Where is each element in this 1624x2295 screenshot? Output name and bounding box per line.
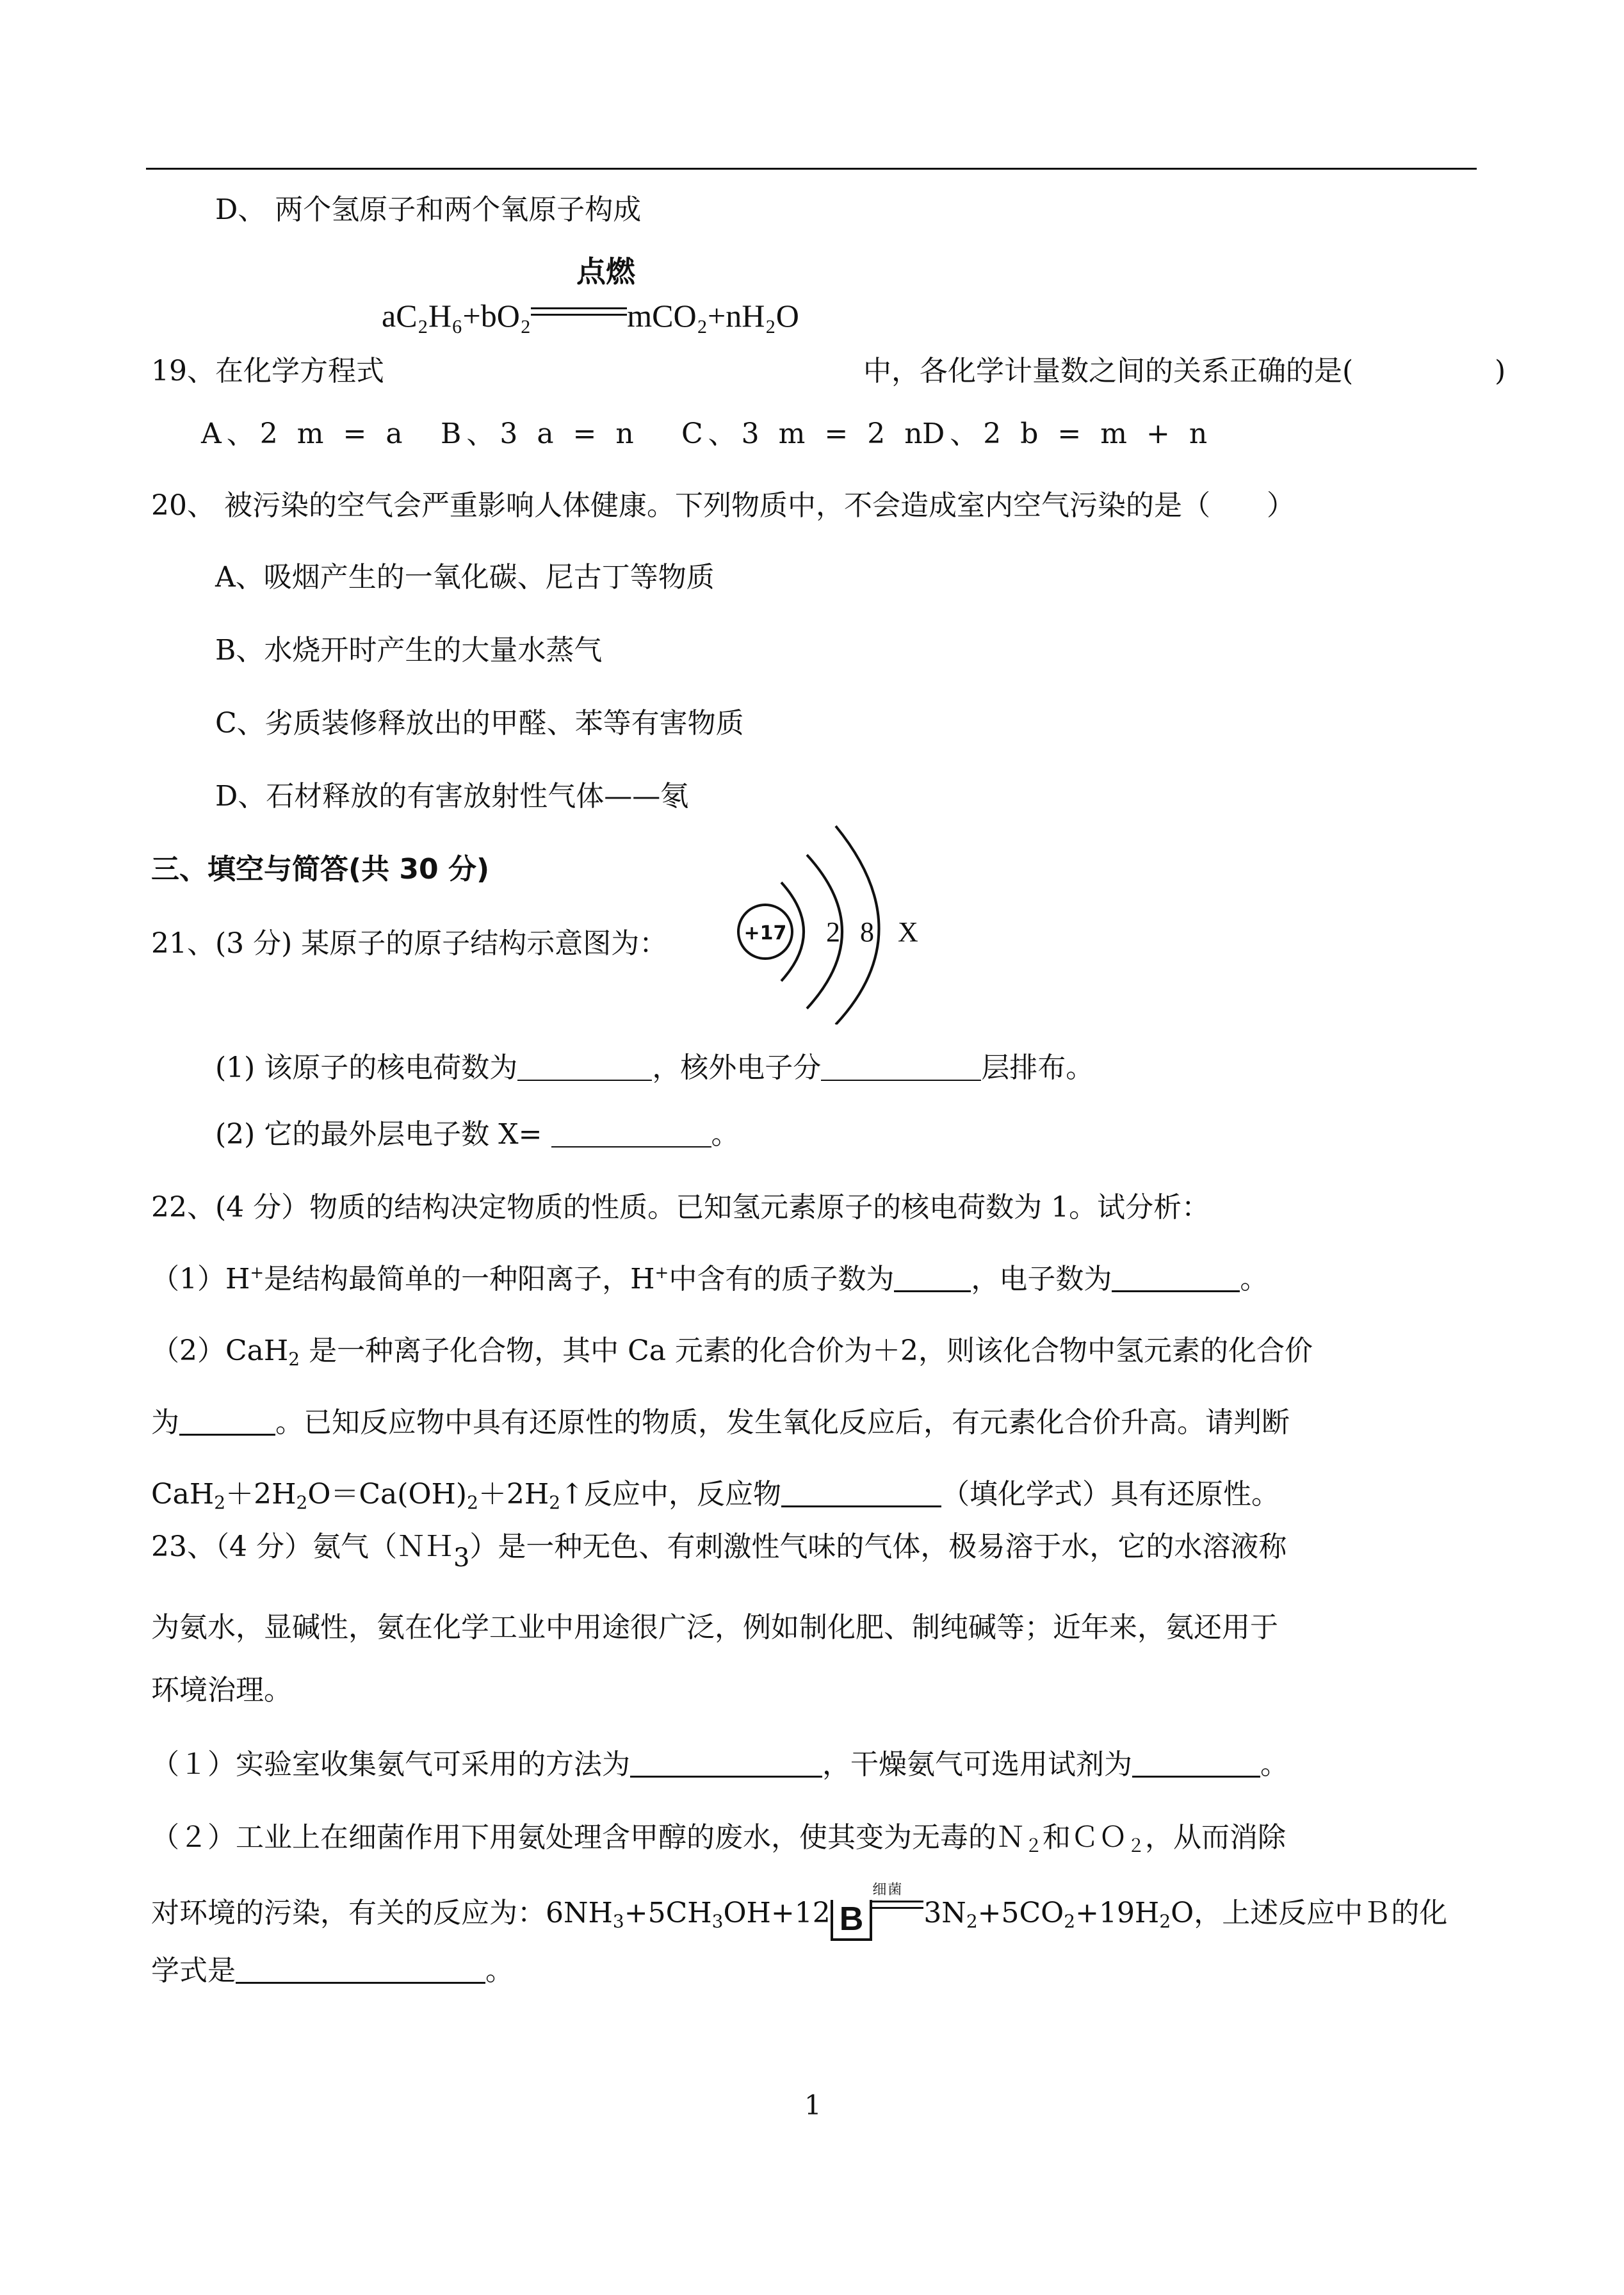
q22-part4-text-e: ↑反应中，反应物 [560,1478,781,1511]
q22-part4-text-d: ＋2H [478,1478,549,1511]
q23-formula-b-blank[interactable] [236,1956,485,1984]
q22-part1-text-d: ，电子数为 [971,1263,1112,1295]
q23-part1 [151,1747,1288,1782]
q23-part2 [151,1820,1286,1857]
q23-part3-text-a: 对环境的污染，有关的反应为：6NH [151,1897,613,1929]
section3-title: 三、填空与简答(共 30 分) [151,853,490,886]
q23-stem-text-b: ）是一种无色、有刺激性气味的气体，极易溶于水，它的水溶液称 [469,1530,1287,1563]
q22-part1-text-c: 中含有的质子数为 [669,1263,895,1295]
q22-part4-text-a: CaH [151,1478,215,1511]
nucleus-charge: +17 [743,922,787,945]
q22-part2 [151,1333,1313,1370]
q23-part2-text-c: ，从而消除 [1145,1821,1287,1854]
q21-part1-text-c: 层排布。 [981,1051,1094,1084]
q21-nuclear-charge-blank[interactable] [517,1054,652,1081]
q22-electron-count-blank[interactable] [1112,1265,1240,1292]
q23-stem-sub: 3 [453,1543,470,1573]
q22-valence-blank[interactable] [179,1408,275,1436]
q23-stem-line1 [151,1529,1287,1574]
q21-part1 [215,1050,1094,1085]
q23-part3-sub-1: 3 [612,1911,624,1932]
q23-stem-text-a: 23、（4 分）氨气（ＮＨ [151,1530,453,1563]
q22-part3-text-a: 为 [151,1406,179,1439]
q22-part1-sup-1: + [250,1263,264,1283]
q22-part4-text-f: （填化学式）具有还原性。 [941,1478,1279,1511]
q23-part3-text-b: +5CH [624,1897,712,1929]
q23-part3-sub-2: 3 [711,1911,724,1932]
q23-part1-text-c: 。 [1260,1748,1288,1781]
q22-part2-text-b: 是一种离子化合物，其中 Ca 元素的化合价为＋2，则该化合物中氢元素的化合价 [300,1334,1313,1367]
q22-part3 [151,1405,1290,1440]
q19-option-a: A、2 m = a [201,418,408,450]
q23-part4-text-b: 。 [485,1954,514,1987]
q19-equation-left: aC₂H₆+bO₂ [382,298,532,334]
q22-part1-text-e: 。 [1240,1263,1269,1295]
q22-stem: 22、(4 分）物质的结构决定物质的性质。已知氢元素原子的核电荷数为 1。试分析： [151,1191,1210,1224]
q23-part1-text-a: （１）实验室收集氨气可采用的方法为 [151,1748,630,1781]
q20-option-c: C、劣质装修释放出的甲醛、苯等有害物质 [215,707,744,740]
q21-stem: 21、(3 分) 某原子的原子结构示意图为： [151,927,668,960]
q23-part3-text-e: +5CO [977,1897,1064,1929]
q22-part3-text-b: 。已知反应物中具有还原性的物质，发生氧化反应后，有元素化合价升高。请判断 [275,1406,1290,1439]
q22-part1-text-b: 是结构最简单的一种阳离子，H [264,1263,655,1295]
q19-option-b: B、3 a = n [441,418,639,450]
q23-part3-sub-3: 2 [966,1911,978,1932]
q22-part1-sup-2: + [654,1263,669,1283]
q22-part4-text-b: ＋2H [225,1478,296,1511]
q23-part3-sub-4: 2 [1064,1911,1076,1932]
q23-part4-text-a: 学式是 [151,1954,236,1987]
q20-stem: 20、 被污染的空气会严重影响人体健康。下列物质中，不会造成室内空气污染的是（ ） [151,489,1295,522]
q23-part3-text-d: 3N [923,1897,966,1929]
q22-part4-sub-1: 2 [214,1492,226,1513]
q23-stem-line2: 为氨水，显碱性，氨在化学工业中用途很广泛，例如制化肥、制纯碱等；近年来，氨还用于 [151,1611,1278,1644]
q21-part1-text-b: ，核外电子分 [652,1051,822,1084]
q21-part2-text-a: (2) 它的最外层电子数 X= [215,1118,542,1151]
q19-stem-pre: 19、在化学方程式 [151,355,384,387]
q19-equation-arrow [531,307,627,320]
q22-part2-text-a: （2）CaH [151,1334,289,1367]
q23-reaction-condition [872,1882,923,1925]
q22-part4-sub-2: 2 [296,1492,308,1513]
shell-3-count: X [898,916,918,948]
q19-option-d: D、2 b = m + n [922,418,1213,450]
q23-part3-text-c: OH+12 [723,1897,831,1929]
q22-reductant-blank[interactable] [781,1480,941,1507]
q19-stem-post: 中，各化学计量数之间的关系正确的是( [863,355,1354,387]
q19-equation [382,296,799,336]
q23-drying-agent-blank[interactable] [1132,1750,1260,1778]
q23-part2-text-a: （２）工业上在细菌作用下用氨处理含甲醇的废水，使其变为无毒的Ｎ [151,1821,1025,1854]
q19-equation-right: mCO₂+nH₂O [627,298,799,334]
page-number: 1 [804,2089,822,2121]
q21-part2-text-b: 。 [711,1118,740,1151]
q19-equation-condition: 点燃 [576,254,635,289]
q23-part3-text-g: O，上述反应中Ｂ的化 [1171,1897,1448,1929]
q23-part2-text-b: 和ＣＯ [1043,1821,1128,1854]
q22-proton-count-blank[interactable] [894,1265,971,1292]
q22-part2-sub: 2 [288,1349,300,1370]
q19-option-c: C、3 m = 2 n [681,418,928,450]
header-rule [146,168,1477,170]
q22-part1 [151,1261,1268,1297]
q23-part4 [151,1953,514,1988]
q22-part4-sub-4: 2 [549,1492,561,1513]
q21-part1-text-a: (1) 该原子的核电荷数为 [215,1051,518,1084]
atom-structure-diagram [730,820,948,1025]
q23-part3-text-f: +19H [1075,1897,1160,1929]
q22-part4 [151,1477,1279,1514]
q22-part4-sub-3: 2 [467,1492,478,1513]
q21-shell-count-blank[interactable] [821,1054,981,1081]
shell-2-count: 8 [860,916,874,948]
q23-part1-text-b: ，干燥氨气可选用试剂为 [822,1748,1132,1781]
q23-stem-line3: 环境治理。 [151,1674,292,1707]
q21-outer-electrons-blank[interactable] [551,1121,711,1148]
q20-option-b: B、水烧开时产生的大量水蒸气 [215,634,603,667]
q23-part2-sub-1: ２ [1025,1835,1043,1856]
q23-condition-text: 细菌 [872,1882,904,1898]
q23-part3 [151,1882,1448,1941]
q19-stem-close: ) [1495,355,1506,387]
q23-unknown-b-box: B [831,1900,873,1941]
q23-part2-sub-2: ２ [1127,1835,1146,1856]
shell-1-count: 2 [826,916,840,948]
q23-collection-method-blank[interactable] [630,1750,822,1778]
q18-option-d: D、 两个氢原子和两个氧原子构成 [215,193,642,226]
q20-option-d: D、石材释放的有害放射性气体——氡 [215,780,689,813]
q21-part2 [215,1117,740,1152]
q22-part1-text-a: （1）H [151,1263,250,1295]
q20-option-a: A、吸烟产生的一氧化碳、尼古丁等物质 [215,561,715,594]
q22-part4-text-c: O＝Ca(OH) [307,1478,467,1511]
q23-part3-sub-5: 2 [1159,1911,1171,1932]
